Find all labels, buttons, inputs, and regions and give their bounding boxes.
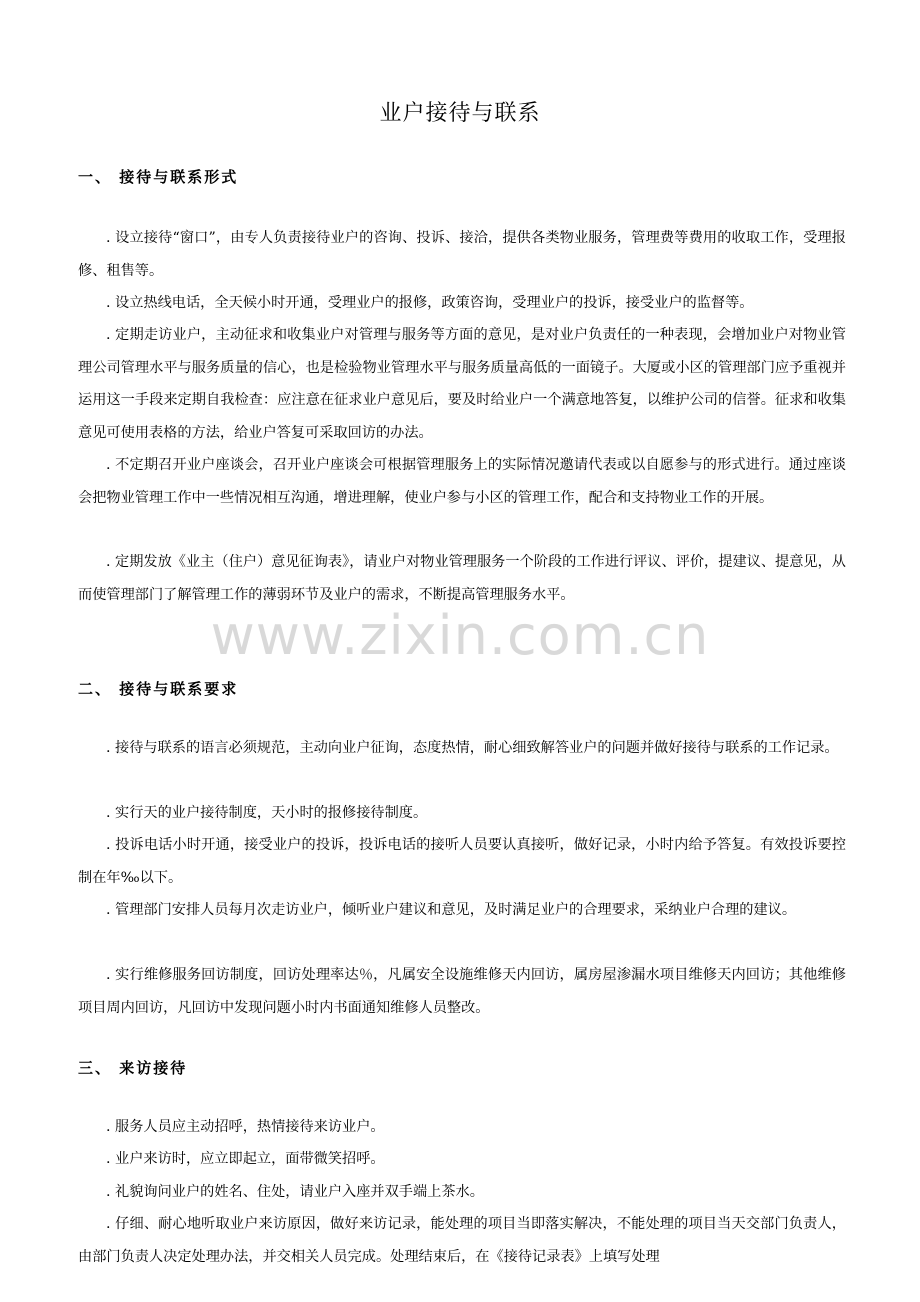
paragraph: . 管理部门安排人员每月次走访业户，倾听业户建议和意见，及时满足业户的合理要求，采纳业户合理的建议。 [106, 902, 797, 918]
paragraph: . 设立接待“窗口”，由专人负责接待业户的咨询、投诉、接洽，提供各类物业服务，管理费等费用的收取工作，受理报修、租售等。 [78, 230, 846, 279]
paragraph: . 实行维修服务回访制度，回访处理率达％，凡属安全设施维修天内回访，属房屋渗漏水项目维修天内回访；其他维修项目周内回访，凡回访中发现问题小时内书面通知维修人员整改。 [78, 967, 846, 1016]
paragraph: . 接待与联系的语言必须规范，主动向业户征询，态度热情，耐心细致解答业户的问题并做好接待与联系的工作记录。 [106, 740, 839, 756]
paragraph: . 不定期召开业户座谈会，召开业户座谈会可根据管理服务上的实际情况邀请代表或以自愿参与的形式进行。通过座谈会把物业管理工作中一些情况相互沟通，增进理解，使业户参与小区的管理工作，配合和支持物业工作的开展。 [78, 457, 846, 506]
document-title: 业户接待与联系 [379, 101, 541, 126]
paragraph: . 设立热线电话，全天候小时开通，受理业户的报修，政策咨询，受理业户的投诉，接受业户的监督等。 [106, 295, 754, 311]
section-heading-1: 一、 接待与联系形式 [78, 168, 239, 186]
watermark: www.zixin.com.cn [210, 604, 710, 667]
paragraph: . 实行天的业户接待制度，天小时的报修接待制度。 [106, 805, 428, 821]
section-heading-2: 二、 接待与联系要求 [78, 680, 239, 698]
paragraph: . 业户来访时，应立即起立，面带微笑招呼。 [106, 1151, 385, 1167]
paragraph: . 服务人员应主动招呼，热情接待来访业户。 [106, 1119, 385, 1135]
section-heading-3: 三、 来访接待 [78, 1059, 188, 1077]
paragraph: . 礼貌询问业户的姓名、住处，请业户入座并双手端上茶水。 [106, 1184, 484, 1200]
paragraph: . 仔细、耐心地听取业户来访原因，做好来访记录，能处理的项目当即落实解决，不能处理的项目当天交部门负责人，由部门负责人决定处理办法，并交相关人员完成。处理结束后，在《接待记录表》上填写处理 [78, 1216, 846, 1265]
paragraph: . 投诉电话小时开通，接受业户的投诉，投诉电话的接听人员要认真接听，做好记录，小时内给予答复。有效投诉要控制在年‰以下。 [78, 837, 846, 886]
paragraph: . 定期发放《业主（住户）意见征询表》，请业户对物业管理服务一个阶段的工作进行评议、评价，提建议、提意见，从而使管理部门了解管理工作的薄弱环节及业户的需求，不断提高管理服务水平。 [78, 554, 846, 603]
paragraph: . 定期走访业户，主动征求和收集业户对管理与服务等方面的意见，是对业户负责任的一种表现，会增加业户对物业管理公司管理水平与服务质量的信心，也是检验物业管理水平与服务质量高低的一面镜子。大厦或小区的管理部门应予重视并运用这一手段来定期自我检查：应注意在征求业户意见后，要及时给业户一个满意地答复，以维护公司的信誉。征求和收集意见可使用表格的方法，给业户答复可采取回访的办法。 [78, 327, 846, 441]
